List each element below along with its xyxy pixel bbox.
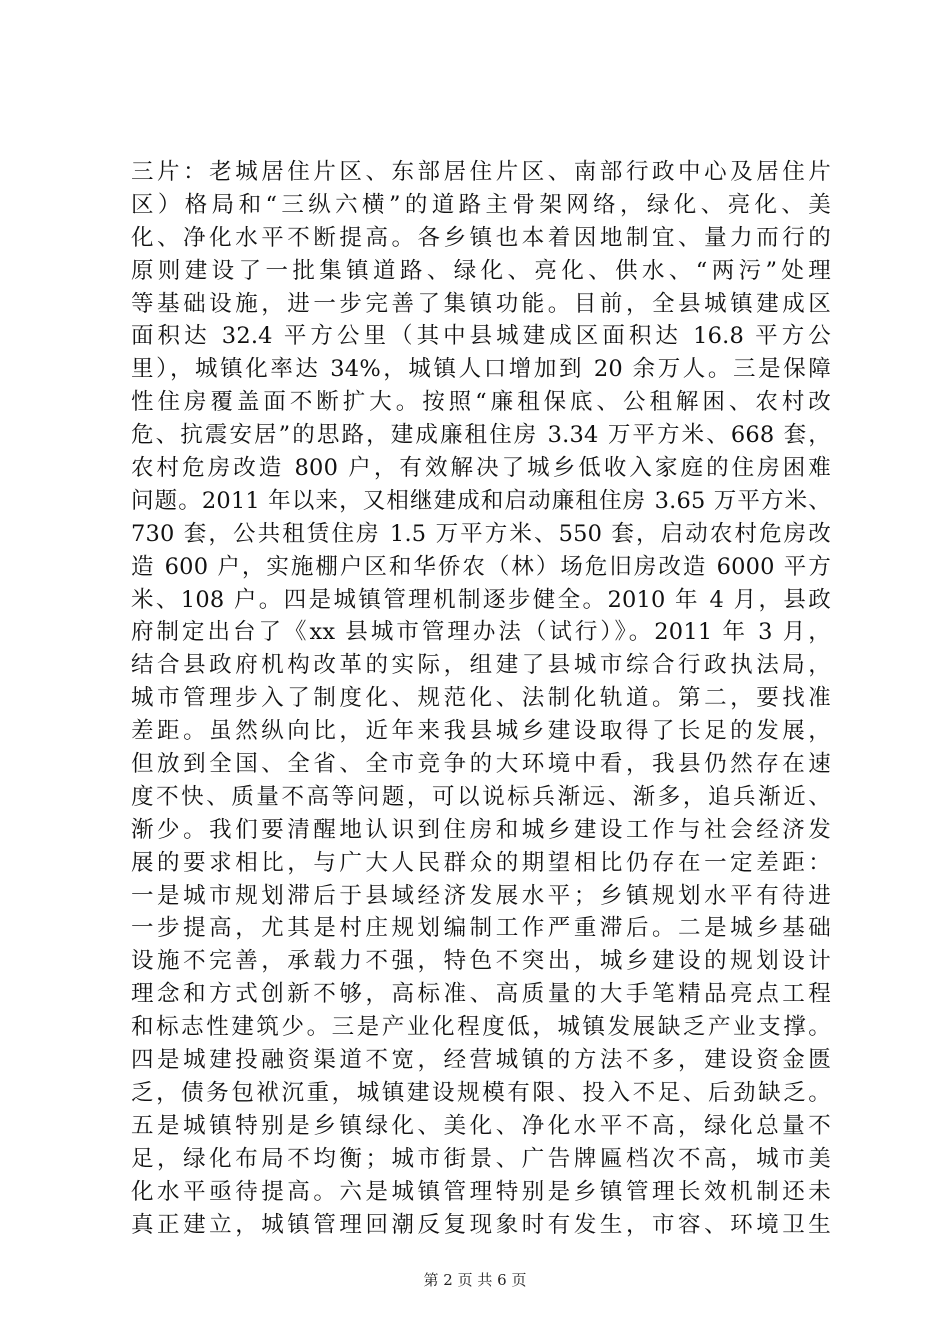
text-line: 差距。虽然纵向比，近年来我县城乡建设取得了长足的发展， [131,718,831,745]
text-line: 三片：老城居住片区、东部居住片区、南部行政中心及居住片 [131,159,831,185]
text-line: 乏，债务包袱沉重，城镇建设规模有限、投入不足、后劲缺乏。 [131,1079,831,1106]
text-line: 一是城市规划滞后于县域经济发展水平；乡镇规划水平有待进 [131,882,831,909]
text-line: 设施不完善，承载力不强，特色不突出，城乡建设的规划设计 [131,948,831,975]
text-line: 和标志性建筑少。三是产业化程度低，城镇发展缺乏产业支撑。 [131,1014,831,1041]
text-line: 渐少。我们要清醒地认识到住房和城乡建设工作与社会经济发 [131,816,831,843]
text-line: 一步提高，尤其是村庄规划编制工作严重滞后。二是城乡基础 [131,915,831,942]
text-line: 性住房覆盖面不断扩大。按照“廉租保底、公租解困、农村改 [131,389,831,416]
text-line: 面积达 32.4 平方公里（其中县城建成区面积达 16.8 平方公 [131,323,831,350]
text-line: 问题。2011 年以来，又相继建成和启动廉租住房 3.65 万平方米、 [131,487,831,514]
text-line: 化、净化水平不断提高。各乡镇也本着因地制宜、量力而行的 [131,224,831,251]
text-line: 府制定出台了《xx 县城市管理办法（试行）》。2011 年 3 月， [131,619,831,646]
text-line: 足，绿化布局不均衡；城市街景、广告牌匾档次不高，城市美 [131,1145,831,1172]
text-line: 原则建设了一批集镇道路、绿化、亮化、供水、“两污”处理 [131,257,831,284]
text-line: 结合县政府机构改革的实际，组建了县城市综合行政执法局， [131,652,831,679]
text-line: 危、抗震安居”的思路，建成廉租住房 3.34 万平方米、668 套， [131,422,831,449]
body-text [131,156,831,1241]
text-line: 造 600 户，实施棚户区和华侨农（林）场危旧房改造 6000 平方 [131,553,831,580]
text-line: 理念和方式创新不够，高标准、高质量的大手笔精品亮点工程 [131,981,831,1008]
text-line: 化水平亟待提高。六是城镇管理特别是乡镇管理长效机制还未 [131,1178,831,1205]
text-line: 区）格局和“三纵六横”的道路主骨架网络，绿化、亮化、美 [131,191,831,218]
page-number: 第 2 页 共 6 页 [423,1271,527,1289]
text-line: 度不快、质量不高等问题，可以说标兵渐远、渐多，追兵渐近、 [131,783,831,810]
text-line: 但放到全国、全省、全市竞争的大环境中看，我县仍然存在速 [131,751,831,778]
text-line: 里），城镇化率达 34%，城镇人口增加到 20 余万人。三是保障 [131,356,831,383]
text-line: 等基础设施，进一步完善了集镇功能。目前，全县城镇建成区 [131,290,831,317]
text-line: 真正建立，城镇管理回潮反复现象时有发生，市容、环境卫生 [131,1211,831,1238]
text-line: 730 套，公共租赁住房 1.5 万平方米、550 套，启动农村危房改 [131,520,831,547]
text-line: 五是城镇特别是乡镇绿化、美化、净化水平不高，绿化总量不 [131,1112,831,1139]
text-line: 城市管理步入了制度化、规范化、法制化轨道。第二，要找准 [131,685,831,712]
text-line: 四是城建投融资渠道不宽，经营城镇的方法不多，建设资金匮 [131,1047,831,1074]
text-line: 展的要求相比，与广大人民群众的期望相比仍存在一定差距： [131,849,831,876]
text-line: 农村危房改造 800 户，有效解决了城乡低收入家庭的住房困难 [131,455,831,482]
text-line: 米、108 户。四是城镇管理机制逐步健全。2010 年 4 月，县政 [131,586,831,613]
